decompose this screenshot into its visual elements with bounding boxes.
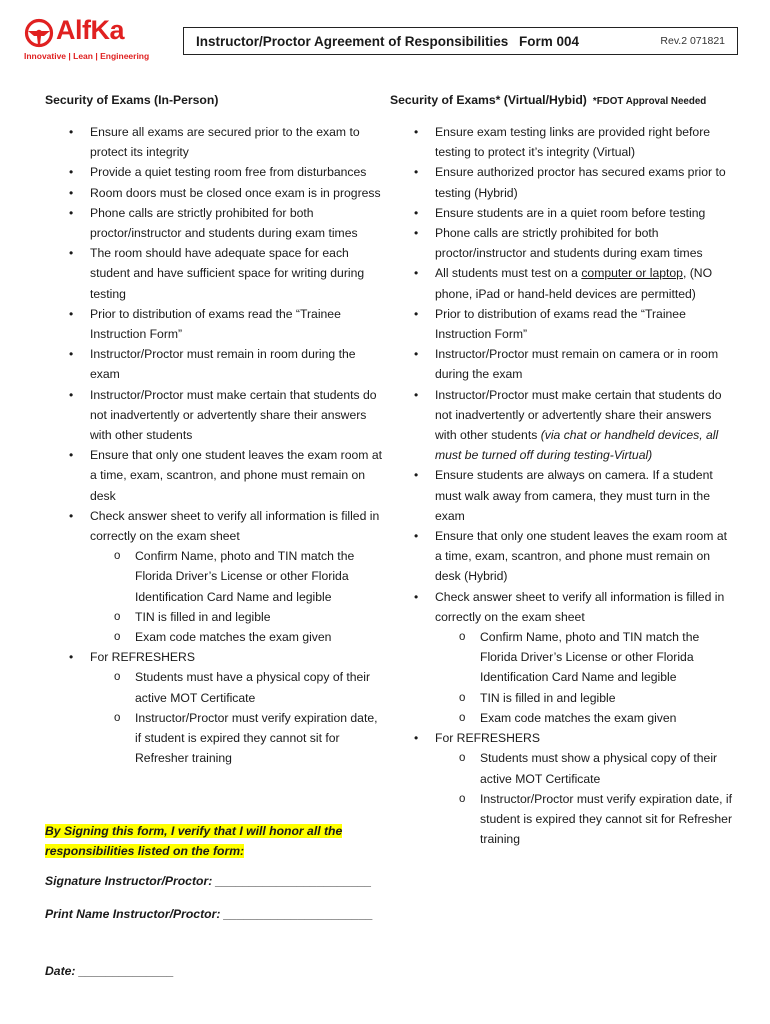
- list-item: • Ensure all exams are secured prior to the exam to protect its integrity: [45, 122, 385, 162]
- sub-list-item: o Instructor/Proctor must verify expiration date, if student is expired they cannot sit for Refresher training: [90, 708, 385, 769]
- sub-list-item: o Confirm Name, photo and TIN match the Florida Driver’s License or other Florida Identification Card Name and legible: [90, 546, 385, 607]
- list-item: • Ensure exam testing links are provided right before testing to protect it’s integrity (Virtual): [390, 122, 735, 162]
- list-item: • Room doors must be closed once exam is in progress: [45, 183, 385, 203]
- date-field[interactable]: Date: ______________: [45, 964, 174, 978]
- list-item: • Prior to distribution of exams read the “Trainee Instruction Form”: [390, 304, 735, 344]
- list-item: [390, 728, 735, 849]
- list-item: • The room should have adequate space for each student and have sufficient space for writing during testing: [45, 243, 385, 304]
- list-item-text: , (NO phone, iPad or hand-held devices are permitted): [435, 266, 713, 301]
- form-number: Form 004: [519, 33, 580, 49]
- sub-list-item: o Instructor/Proctor must verify expiration date, if student is expired they cannot sit for Refresher training: [435, 789, 735, 850]
- underlined-text: computer or laptop: [581, 266, 683, 281]
- section-heading-text: Security of Exams* (Virtual/Hybid): [390, 93, 587, 107]
- list-item: • Ensure students are in a quiet room before testing: [390, 203, 735, 223]
- alfka-logo: [24, 15, 154, 64]
- italic-note: (via chat or handheld devices, all must be turned off during testing-Virtual): [435, 428, 719, 463]
- sub-list: [90, 667, 385, 768]
- list-item: • Instructor/Proctor must remain on camera or in room during the exam: [390, 344, 735, 384]
- document-title: Instructor/Proctor Agreement of Responsibilities: [196, 33, 509, 49]
- sub-list-item: o Exam code matches the exam given: [435, 708, 735, 728]
- list-item: • Prior to distribution of exams read the “Trainee Instruction Form”: [45, 304, 385, 344]
- fdot-approval-note: *FDOT Approval Needed: [592, 96, 707, 107]
- logo-name: AlfKa: [56, 15, 125, 45]
- highlighted-statement: By Signing this form, I verify that I will honor all the responsibilities listed on the form:: [45, 824, 343, 859]
- list-item: [390, 263, 735, 303]
- section-heading-in-person: Security of Exams (In-Person): [45, 93, 219, 107]
- list-item-text: For REFRESHERS: [435, 731, 540, 746]
- list-item: • Ensure students are always on camera. If a student must walk away from camera, they must turn in the exam: [390, 465, 735, 526]
- virtual-list: [390, 122, 735, 849]
- sub-list-item: o Exam code matches the exam given: [90, 627, 385, 647]
- list-item: • Instructor/Proctor must make certain that students do not inadvertently or advertently share their answers with other students: [45, 385, 385, 446]
- document-header: [183, 27, 738, 55]
- list-item-text: Check answer sheet to verify all information is filled in correctly on the exam sheet: [435, 589, 725, 624]
- list-item: [45, 506, 385, 647]
- section-heading-virtual: [390, 90, 735, 108]
- in-person-section: [45, 90, 385, 769]
- sub-list: [435, 748, 735, 849]
- logo-tagline: Innovative | Lean | Engineering: [24, 51, 150, 61]
- list-item: [390, 385, 735, 466]
- print-name-field[interactable]: Print Name Instructor/Proctor: ______________________: [45, 907, 373, 921]
- list-item: • Phone calls are strictly prohibited for both proctor/instructor and students during exam times: [390, 223, 735, 263]
- list-item: [390, 587, 735, 728]
- sub-list-item: o Students must have a physical copy of their active MOT Certificate: [90, 667, 385, 707]
- sub-list-item: o Confirm Name, photo and TIN match the Florida Driver’s License or other Florida Identification Card Name and legible: [435, 627, 735, 688]
- sub-list: [435, 627, 735, 728]
- list-item: • Instructor/Proctor must remain in room during the exam: [45, 344, 385, 384]
- steering-wheel-icon: [24, 18, 54, 48]
- list-item: • Ensure that only one student leaves the exam room at a time, exam, scantron, and phone must remain on desk: [45, 445, 385, 506]
- sub-list-item: o Students must show a physical copy of their active MOT Certificate: [435, 748, 735, 788]
- virtual-hybrid-section: [390, 90, 735, 849]
- list-item: • Ensure authorized proctor has secured exams prior to testing (Hybrid): [390, 162, 735, 202]
- list-item-text: Instructor/Proctor must make certain that students do not inadvertently or advertently share their answers with other students: [435, 387, 722, 443]
- list-item: • Ensure that only one student leaves the exam room at a time, exam, scantron, and phone must remain on desk (Hybrid): [390, 526, 735, 587]
- revision-label: Rev.2 071821: [660, 35, 725, 47]
- list-item: [45, 647, 385, 768]
- signature-field[interactable]: Signature Instructor/Proctor: _______________________: [45, 874, 372, 888]
- signature-statement: [45, 821, 405, 861]
- sub-list-item: o TIN is filled in and legible: [90, 607, 385, 627]
- sub-list: [90, 546, 385, 647]
- list-item: • Phone calls are strictly prohibited for both proctor/instructor and students during exam times: [45, 203, 385, 243]
- list-item-text: Check answer sheet to verify all information is filled in correctly on the exam sheet: [90, 508, 380, 544]
- sub-list-item: o TIN is filled in and legible: [435, 688, 735, 708]
- in-person-list: [45, 122, 385, 769]
- list-item-text: For REFRESHERS: [90, 650, 195, 665]
- list-item-text: All students must test on a: [435, 266, 582, 281]
- list-item: • Provide a quiet testing room free from disturbances: [45, 162, 385, 182]
